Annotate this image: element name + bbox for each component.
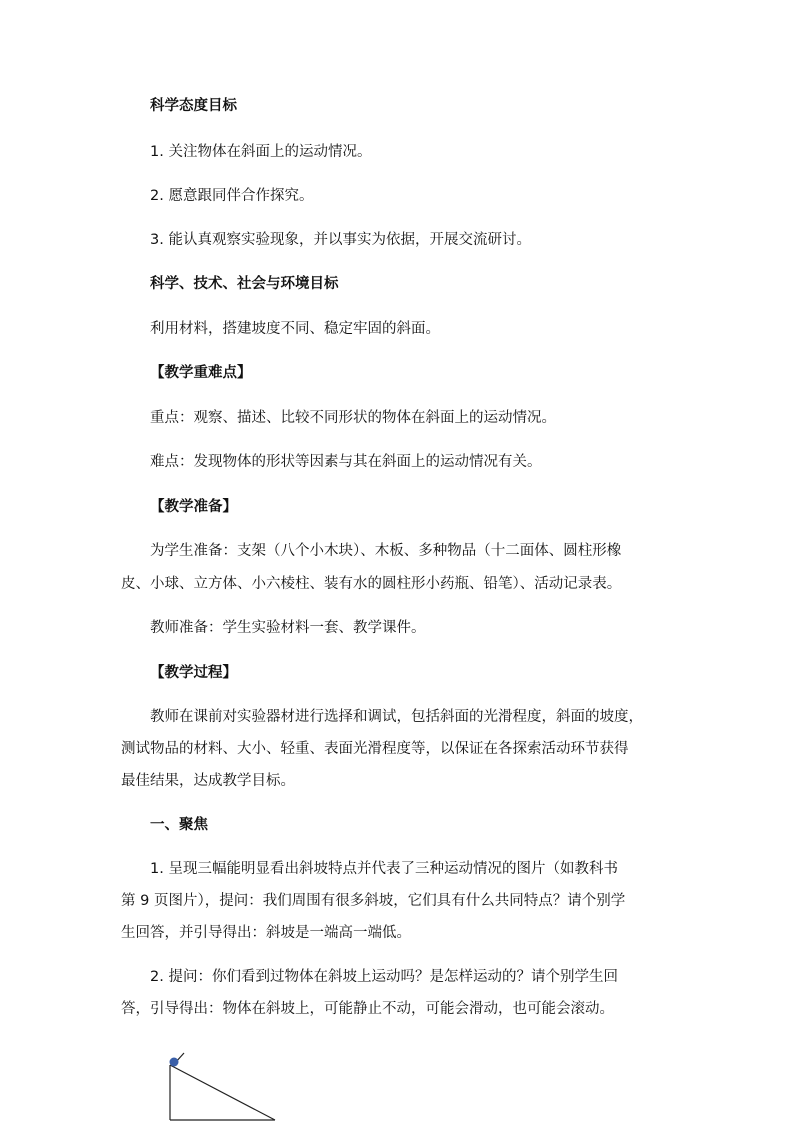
focus-heading: 一、聚焦 xyxy=(150,817,208,833)
sts-heading: 科学、技术、社会与环境目标 xyxy=(150,276,339,292)
ball-on-slope xyxy=(170,1058,179,1067)
process-line-2: 测试物品的材料、大小、轻重、表面光滑程度等，以保证在各探索活动环节获得 xyxy=(121,741,629,757)
student-prep-line-2: 皮、小球、立方体、小六棱柱、装有水的圆柱形小药瓶、铅笔）、活动记录表。 xyxy=(121,576,622,592)
focus-item-1-line-3: 生回答，并引导得出：斜坡是一端高一端低。 xyxy=(121,925,411,941)
attitude-item-2: 2. 愿意跟同伴合作探究。 xyxy=(150,188,314,204)
focus-item-1-line-2: 第 9 页图片），提问：我们周围有很多斜坡，它们具有什么共同特点？请个别学 xyxy=(121,893,626,909)
process-line-1: 教师在课前对实验器材进行选择和调试，包括斜面的光滑程度，斜面的坡度， xyxy=(150,709,643,725)
preparation-heading: 【教学准备】 xyxy=(150,499,237,515)
attitude-heading: 科学态度目标 xyxy=(150,98,237,114)
difficult-point: 难点：发现物体的形状等因素与其在斜面上的运动情况有关。 xyxy=(150,454,542,470)
slope-incline-edge xyxy=(170,1065,275,1120)
student-prep-line-1: 为学生准备：支架（八个小木块）、木板、多种物品（十二面体、圆柱形橡 xyxy=(150,543,622,559)
key-difficulty-heading: 【教学重难点】 xyxy=(150,365,252,381)
focus-item-2-line-2: 答，引导得出：物体在斜坡上，可能静止不动，可能会滑动，也可能会滚动。 xyxy=(121,1001,614,1017)
teacher-prep: 教师准备：学生实验材料一套、教学课件。 xyxy=(150,620,426,636)
focus-item-1-line-1: 1. 呈现三幅能明显看出斜坡特点并代表了三种运动情况的图片（如教科书 xyxy=(150,861,618,877)
attitude-item-3: 3. 能认真观察实验现象，并以事实为依据，开展交流研讨。 xyxy=(150,232,531,248)
attitude-item-1: 1. 关注物体在斜面上的运动情况。 xyxy=(150,144,372,160)
key-point: 重点：观察、描述、比较不同形状的物体在斜面上的运动情况。 xyxy=(150,410,556,426)
slope-figure xyxy=(160,1050,290,1123)
process-line-3: 最佳结果，达成教学目标。 xyxy=(121,773,295,789)
focus-item-2-line-1: 2. 提问：你们看到过物体在斜坡上运动吗？是怎样运动的？请个别学生回 xyxy=(150,969,618,985)
process-heading: 【教学过程】 xyxy=(150,665,237,681)
sts-text: 利用材料，搭建坡度不同、稳定牢固的斜面。 xyxy=(150,321,440,337)
